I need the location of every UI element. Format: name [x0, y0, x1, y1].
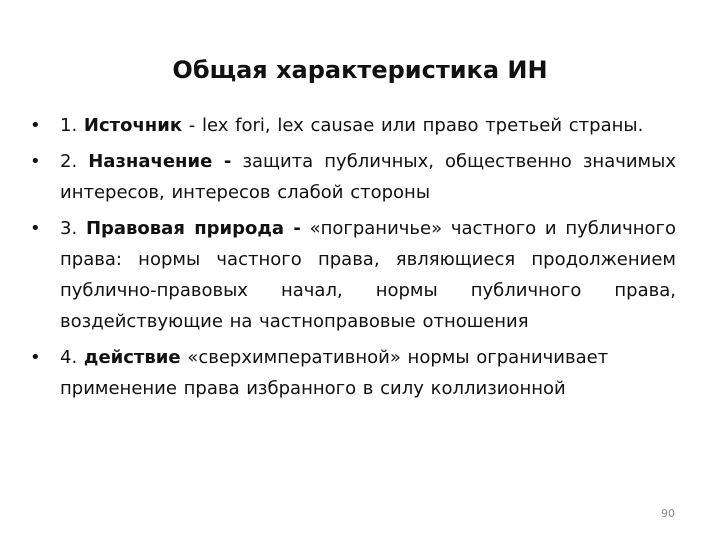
bullet-list [28, 110, 676, 409]
bullet-text: «сверхимперативной» нормы ограничивает применение права избранного в силу коллизионной [60, 347, 609, 399]
bullet-item-purpose [28, 146, 676, 208]
bullet-item-effect [28, 342, 676, 404]
bullet-text: - lex fori, lex causae или право третьей страны. [182, 115, 644, 136]
bullet-term: действие [83, 347, 181, 368]
bullet-term: Назначение - [88, 151, 232, 172]
bullet-number: 1. [60, 115, 84, 136]
slide-title: Общая характеристика ИН [172, 56, 548, 84]
page-number: 90 [661, 507, 675, 520]
bullet-number: 4. [60, 347, 84, 368]
bullet-number: 2. [60, 151, 89, 172]
bullet-dot-icon: • [30, 347, 41, 368]
bullet-term: Источник [83, 115, 183, 136]
bullet-dot-icon: • [30, 151, 41, 172]
bullet-text: защита публичных, общественно значимых интересов, интересов слабой стороны [60, 151, 676, 203]
bullet-dot-icon: • [30, 218, 41, 239]
bullet-number: 3. [60, 218, 86, 239]
bullet-term: Правовая природа - [85, 218, 301, 239]
bullet-text: «пограничье» частного и публичного права: нормы частного права, являющиеся продолжением публично-правовых начал, нормы публичного права, воздействующие на частноправовые отношения [60, 218, 676, 332]
bullet-item-legal-nature [28, 213, 676, 337]
bullet-item-source [28, 110, 676, 141]
bullet-dot-icon: • [30, 115, 41, 136]
